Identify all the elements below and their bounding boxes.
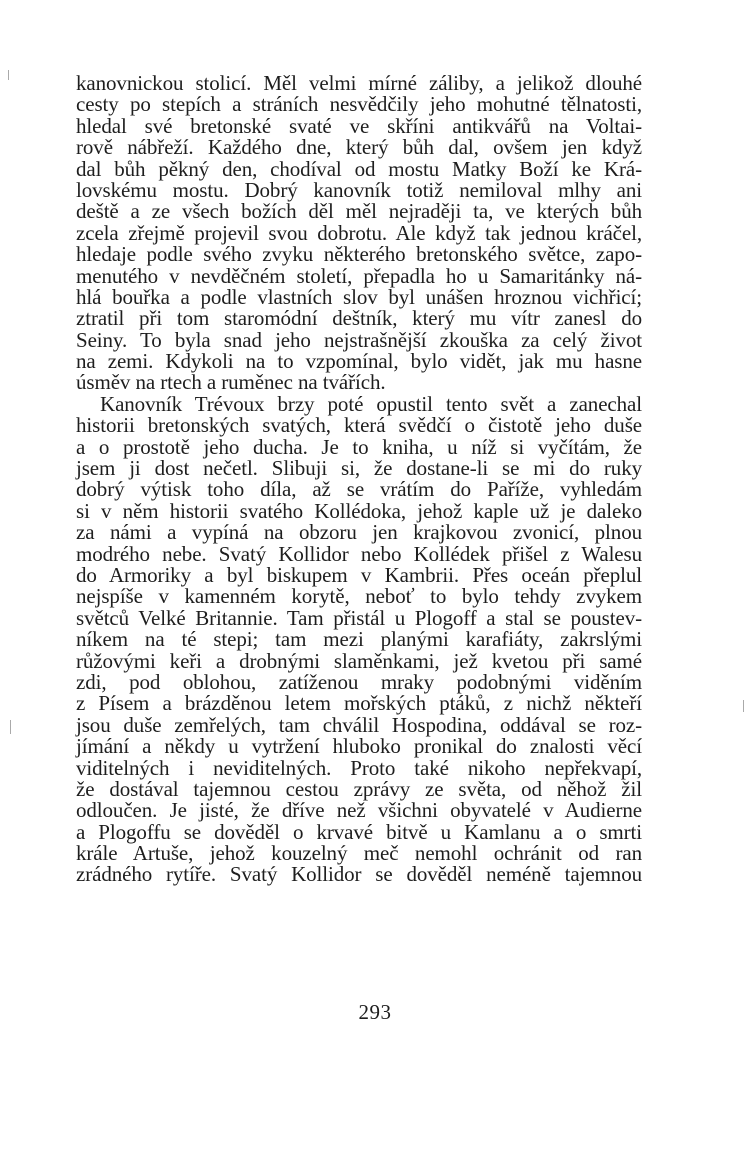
text-line: dobrý výtisk toho díla, až se vrátím do Paříže, vyhledám xyxy=(76,477,642,502)
text-line: nejspíše v kamenném korytě, neboť to bylo tehdy zvykem xyxy=(76,584,642,609)
text-line: na zemi. Kdykoli na to vzpomínal, bylo vidět, jak mu hasne xyxy=(76,349,642,374)
text-line: si v něm historii svatého Kollédoka, jehož kaple už je daleko xyxy=(76,498,642,523)
text-line: z Písem a brázděnou letem mořských ptáků, z nichž někteří xyxy=(76,691,642,716)
text-line: a Plogoffu se dověděl o krvavé bitvě u Kamlanu a o smrti xyxy=(76,819,642,844)
text-line: menutého v nevděčném století, přepadla ho u Samaritánky ná- xyxy=(76,263,642,288)
text-line: hledal své bretonské svaté ve skříni antikvářů na Voltai- xyxy=(76,113,642,138)
left-margin-tick xyxy=(10,720,11,734)
text-line: jsou duše zemřelých, tam chválil Hospodina, oddával se roz- xyxy=(76,712,642,737)
text-line: růžovými keři a drobnými slaměnkami, jež kvetou při samé xyxy=(76,648,642,673)
text-line: modrého nebe. Svatý Kollidor nebo Kollédek přišel z Walesu xyxy=(76,541,642,566)
text-line: že dostával tajemnou cestou zprávy ze světa, od něhož žil xyxy=(76,776,642,801)
text-line: Seiny. To byla snad jeho nejstrašnější zkouška za celý život xyxy=(76,327,642,352)
text-line: cesty po stepích a stráních nesvědčily jeho mohutné tělnatosti, xyxy=(76,92,642,117)
text-line: lovskému mostu. Dobrý kanovník totiž nemiloval mlhy ani xyxy=(76,177,642,202)
text-line: kanovnickou stolicí. Měl velmi mírné záliby, a jelikož dlouhé xyxy=(76,71,642,95)
text-line: historii bretonských svatých, která svědčí o čistotě jeho duše xyxy=(76,413,642,438)
text-line: krále Artuše, jehož kouzelný meč nemohl ochránit od ran xyxy=(76,841,642,866)
text-line: zrádného rytíře. Svatý Kollidor se dověděl neméně tajemnou xyxy=(76,862,642,887)
text-line: jsem ji dost nečetl. Slibuji si, že dostane-li se mi do ruky xyxy=(76,456,642,481)
text-line: rově nábřeží. Každého dne, který bůh dal, ovšem jen když xyxy=(76,135,642,160)
paragraph-end-line: úsměv na rtech a ruměnec na tvářích. xyxy=(76,370,386,395)
text-line: viditelných i neviditelných. Proto také nikoho nepřekvapí, xyxy=(76,755,642,780)
text-line: světců Velké Britannie. Tam přistál u Plogoff a stal se poustev- xyxy=(76,605,642,630)
text-line: za námi a vypíná na obzoru jen krajkovou zvonicí, plnou xyxy=(76,520,642,545)
text-line: zdi, pod oblohou, zatíženou mraky podobnými viděním xyxy=(76,669,642,694)
text-line: do Armoriky a byl biskupem v Kambrii. Přes oceán přeplul xyxy=(76,562,642,587)
text-line: a o prostotě jeho ducha. Je to kniha, u níž si vyčítám, že xyxy=(76,434,642,459)
text-line: hlá bouřka a podle vlastních slov byl unášen hroznou vichřicí; xyxy=(76,284,642,309)
text-line: jímání a někdy u vytržení hluboko pronikal do znalosti věcí xyxy=(76,734,642,759)
text-line: odloučen. Je jisté, že dříve než všichni obyvatelé v Audierne xyxy=(76,798,642,823)
text-line: zcela zřejmě projevil svou dobrotu. Ale když tak jednou kráčel, xyxy=(76,220,642,245)
body-text xyxy=(76,73,642,886)
text-line: ztratil při tom staromódní deštník, který mu vítr zanesl do xyxy=(76,306,642,331)
left-margin-tick xyxy=(8,70,9,80)
text-line: hledaje podle svého zvyku některého bretonského světce, zapo- xyxy=(76,242,642,267)
paragraph-start-line: Kanovník Trévoux brzy poté opustil tento svět a zanechal xyxy=(100,391,642,416)
right-margin-tick xyxy=(743,700,744,712)
text-line: dal bůh pěkný den, chodíval od mostu Matky Boží ke Krá- xyxy=(76,156,642,181)
text-line: níkem na té stepi; tam mezi planými karafiáty, zakrslými xyxy=(76,627,642,652)
text-line: deště a ze všech božích děl měl nejraději ta, ve kterých bůh xyxy=(76,199,642,224)
page-number: 293 xyxy=(358,1000,392,1024)
